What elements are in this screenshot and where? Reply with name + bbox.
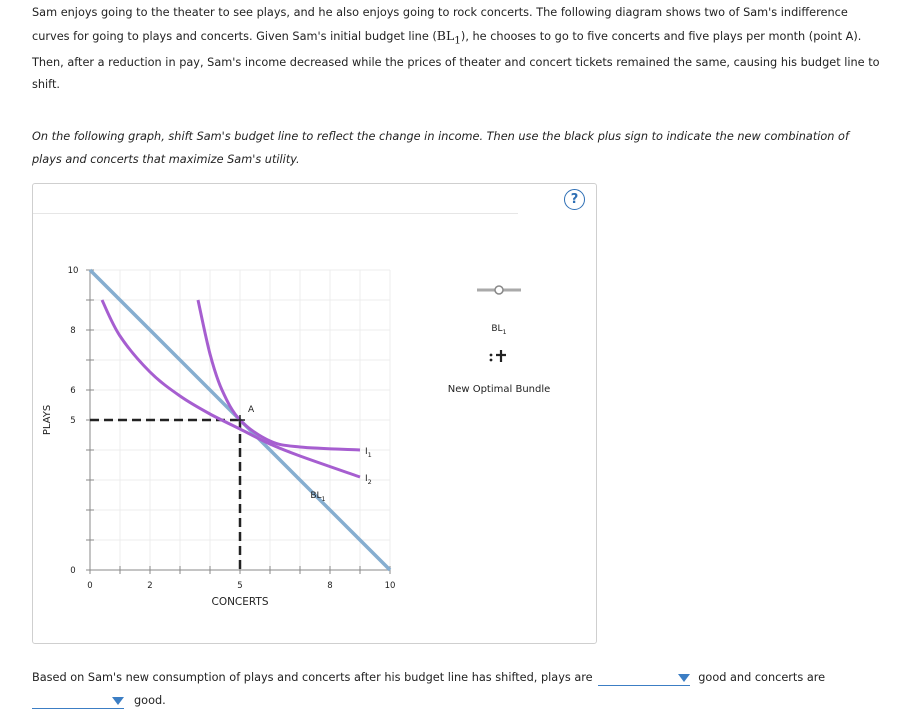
question-text-1: Based on Sam's new consumption of plays and concerts after his budget line has shifted, plays are — [32, 671, 593, 684]
x-tick-label: 0 — [87, 581, 93, 591]
y-axis-label: PLAYS — [42, 404, 53, 436]
intro-paragraph — [32, 2, 882, 97]
x-axis-label: CONCERTS — [211, 596, 269, 608]
question-sentence — [32, 666, 882, 712]
legend-new-optimal-label: New Optimal Bundle — [447, 384, 551, 395]
concerts-good-dropdown[interactable] — [32, 694, 124, 709]
x-tick-label: 2 — [147, 581, 153, 591]
y-tick-label: 5 — [70, 416, 76, 426]
point-a-label: A — [248, 405, 255, 415]
indifference-curve-i1 — [198, 300, 360, 450]
plus-icon-dot — [490, 359, 493, 362]
y-tick-label: 6 — [70, 386, 76, 396]
x-tick-label: 10 — [384, 581, 396, 591]
plus-icon-dot — [490, 354, 493, 357]
intro-text-2: ), he chooses to go to five concerts and five plays per month (point A). Then, after a reduction in pay, Sam's income decreased while the prices of theater and concert tickets remained the same, causing his budget line to shift. — [32, 29, 880, 91]
dropdown-arrow-icon — [678, 674, 690, 682]
chart-ticks — [42, 266, 395, 608]
y-tick-label: 8 — [70, 326, 76, 336]
intro-text-1: Sam enjoys going to the theater to see plays, and he also enjoys going to rock concerts. The following diagram shows two of Sam's indifference curves for going to plays and concerts. Given Sam's initial budget line ( — [32, 6, 848, 43]
legend-bl-label: $BL_1$ — [491, 324, 507, 336]
indifference-label-i2: $I_2$ — [365, 474, 372, 486]
budget-line-label: $BL_1$ — [310, 491, 326, 503]
bl-symbol: $BL_1$ — [436, 27, 461, 46]
x-tick-label: 5 — [237, 581, 243, 591]
chart-legend — [448, 286, 551, 395]
question-text-2: good and concerts are — [698, 671, 826, 684]
y-tick-label: 10 — [67, 266, 79, 276]
instruction-paragraph: On the following graph, shift Sam's budget line to reflect the change in income. Then use the black plus sign to indicate the new combination of plays and concerts that maximize Sam's utility. — [32, 130, 849, 166]
y-tick-label: 0 — [70, 566, 76, 576]
indifference-label-i1: $I_1$ — [365, 447, 372, 459]
help-icon[interactable]: ? — [564, 189, 585, 210]
indifference-chart[interactable] — [33, 184, 596, 643]
x-tick-label: 8 — [327, 581, 333, 591]
question-text-3: good. — [134, 694, 166, 707]
plus-icon[interactable] — [496, 350, 506, 362]
graph-panel — [32, 183, 597, 644]
point-a-guides — [90, 420, 240, 570]
plays-good-dropdown[interactable] — [598, 671, 690, 686]
dropdown-arrow-icon — [112, 697, 124, 705]
legend-bl-handle[interactable] — [495, 286, 503, 294]
